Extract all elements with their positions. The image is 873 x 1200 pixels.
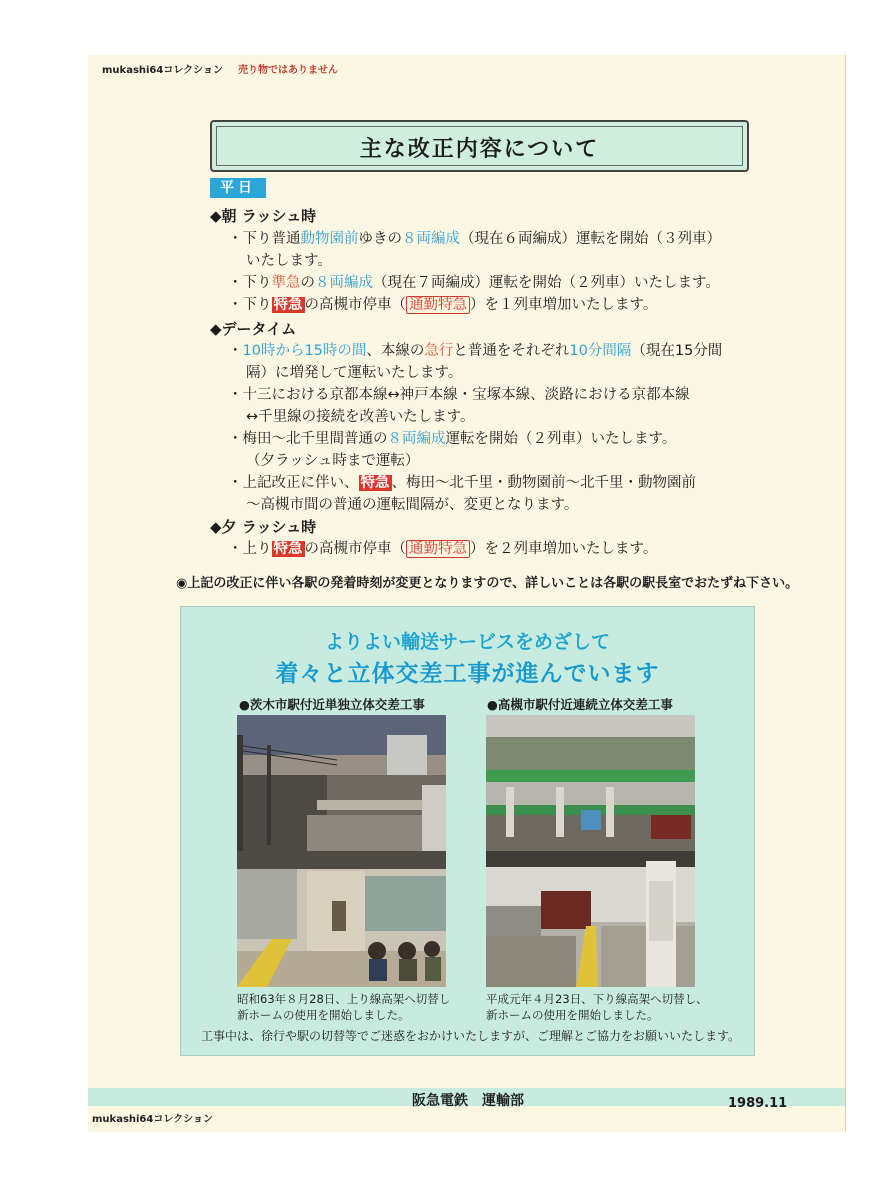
takatsuki-photo-caption-2: 新ホームの使用を開始しました。 <box>486 1008 659 1022</box>
ibaraki-platform-photo <box>237 851 446 987</box>
daytime-item-3-cont: （夕ラッシュ時まで運転） <box>246 453 420 469</box>
panel-subheadline: 着々と立体交差工事が進んでいます <box>275 661 660 687</box>
ibaraki-caption: ●茨木市駅付近単独立体交差工事 <box>239 697 425 712</box>
panel-footer-note: 工事中は、徐行や駅の切替等でご迷惑をおかけいたしますが、ご理解とご協力をお願いいたします。 <box>201 1029 741 1043</box>
morning-item-1: ・下り普通動物園前ゆきの８両編成（現在６両編成）運転を開始（３列車） <box>228 231 721 247</box>
daytime-item-2: ・十三における京都本線↔神戸本線・宝塚本線、淡路における京都本線 <box>228 387 690 403</box>
watermark-top: mukashi64コレクション <box>102 65 223 76</box>
section-evening-heading: ◆夕 ラッシュ時 <box>210 518 317 536</box>
daytime-item-3: ・梅田〜北千里間普通の８両編成運転を開始（２列車）いたします。 <box>228 431 677 447</box>
section-daytime-heading: ◆データイム <box>210 320 297 338</box>
takatsuki-caption: ●高槻市駅付近連続立体交差工事 <box>487 697 673 712</box>
morning-item-3: ・下り 特急 の高槻市停車（ 通勤特急 ）を１列車増加いたします。 <box>228 297 658 313</box>
title-box <box>210 120 749 172</box>
morning-item-1-cont: いたします。 <box>246 253 332 269</box>
issue-date: 1989.11 <box>728 1096 788 1111</box>
section-morning-heading: ◆朝 ラッシュ時 <box>210 207 317 225</box>
evening-item-1: ・上り 特急 の高槻市停車（ 通勤特急 ）を２列車増加いたします。 <box>228 541 658 557</box>
ibaraki-photo-caption-2: 新ホームの使用を開始しました。 <box>237 1008 410 1022</box>
watermark-not-for-sale: 売り物ではありません <box>238 65 338 76</box>
daytime-item-4: ・上記改正に伴い、 特急 、梅田〜北千里・動物園前〜北千里・動物園前 <box>228 475 696 491</box>
daytime-item-4-cont: 〜高槻市間の普通の運転間隔が、変更となります。 <box>246 497 579 513</box>
daytime-item-2-cont: ↔千里線の接続を改善いたします。 <box>246 409 475 425</box>
watermark-bottom: mukashi64コレクション <box>92 1114 213 1125</box>
ibaraki-construction-photo <box>237 715 446 851</box>
takatsuki-platform-photo <box>486 851 695 987</box>
takatsuki-photo-caption-1: 平成元年４月23日、下り線高架へ切替し、 <box>486 992 708 1006</box>
takatsuki-viaduct-photo <box>486 715 695 851</box>
ibaraki-photo-caption-1: 昭和63年８月28日、上り線高架へ切替し <box>237 992 451 1006</box>
panel-headline: よりよい輸送サービスをめざして <box>324 631 610 653</box>
timetable-change-note: ◉上記の改正に伴い各駅の発着時刻が変更となりますので、詳しいことは各駅の駅長室でおたずね下さい。 <box>176 576 799 591</box>
page-title: 主な改正内容について <box>359 137 600 162</box>
issuer: 阪急電鉄 運輸部 <box>412 1093 524 1109</box>
daytime-item-1: ・10時から15時の間、本線の急行と普通をそれぞれ10分間隔（現在15分間 <box>228 343 723 359</box>
morning-item-2: ・下り準急の８両編成（現在７両編成）運転を開始（２列車）いたします。 <box>228 275 720 291</box>
weekday-tag: 平日 <box>210 178 266 198</box>
daytime-item-1-cont: 隔）に増発して運転いたします。 <box>246 365 463 381</box>
construction-panel <box>180 606 755 1056</box>
